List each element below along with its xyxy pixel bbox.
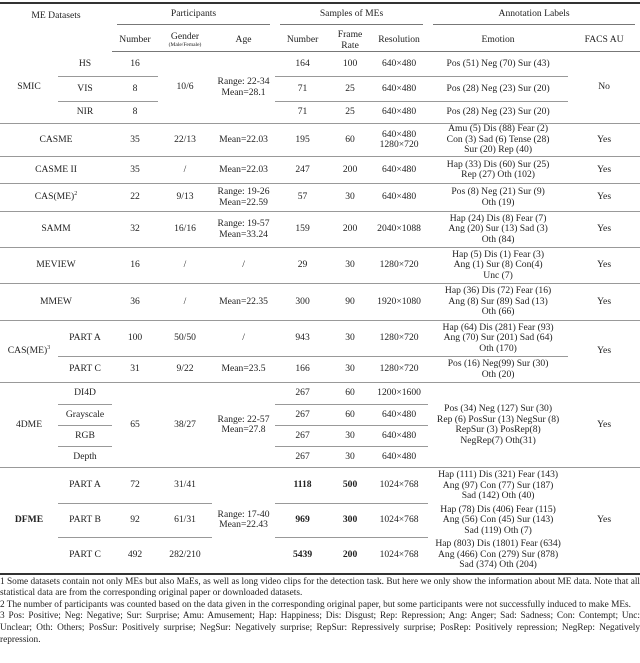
table-row: [0, 357, 640, 383]
dataset-name: DFME: [0, 468, 58, 573]
participants-number: 8: [112, 77, 158, 102]
frame-rate: 200: [330, 157, 370, 184]
samples-number: 57: [275, 184, 330, 212]
emotion: Pos (34) Neg (127) Sur (30) Rep (6) PosSur (13) NegSur (8) RepSur (3) PosRep(8) NegRep(7) Oth(31): [428, 383, 568, 468]
table-row: [0, 321, 640, 357]
frame-rate: 90: [330, 284, 370, 321]
participants-number: 35: [112, 157, 158, 184]
emotion: Pos (51) Neg (70) Sur (43): [446, 57, 550, 69]
samples-number: 166: [275, 357, 330, 383]
subset-name: PART A: [58, 468, 112, 504]
samples-number: 71: [275, 102, 330, 124]
header-samples: Samples of MEs: [275, 3, 428, 30]
gender: 9/22: [158, 357, 212, 383]
dataset-name: CAS(ME)$^3$: [0, 321, 58, 383]
subset-name: DI4D: [58, 383, 112, 405]
header-frame-rate: Frame Rate: [330, 30, 370, 52]
table-row: [0, 248, 640, 284]
dataset-name: CASME: [0, 124, 112, 157]
participants-number: 22: [112, 184, 158, 212]
samples-number: 267: [275, 447, 330, 468]
samples-number: 267: [275, 426, 330, 447]
facs-au: Yes: [568, 468, 640, 573]
table-footnotes: [0, 573, 640, 647]
dataset-name: CASME II: [0, 157, 112, 184]
header-gender: Gender (Male/Female): [158, 30, 212, 52]
resolution: 1024×768: [370, 538, 428, 573]
resolution: 1024×768: [370, 468, 428, 504]
table-row: [0, 157, 640, 184]
participants-number: 72: [112, 468, 158, 504]
table-row: [0, 52, 640, 77]
table-row: [0, 184, 640, 212]
footnote-1: 1 Some datasets contain not only MEs but also MaEs, as well as long video clips for the detection task. But here we only show the information about ME data. Note that all statistical data are from the corresponding original paper or downloaded datasets.: [0, 576, 640, 599]
emotion: Hap (33) Dis (60) Sur (25) Rep (27) Oth (102): [428, 157, 568, 184]
table-row: [0, 383, 640, 405]
gender: 282/210: [158, 538, 212, 573]
dataset-name: CAS(ME)$^2$: [0, 184, 112, 212]
header-row-1: [0, 3, 640, 30]
samples-number: 267: [275, 383, 330, 405]
frame-rate: 30: [330, 426, 370, 447]
samples-number: 159: [275, 212, 330, 248]
dataset-name: 4DME: [0, 383, 58, 468]
table-row: [0, 102, 640, 124]
gender: 61/31: [158, 504, 212, 538]
resolution: 640×480 1280×720: [370, 124, 428, 157]
table-row: [0, 124, 640, 157]
dataset-name: MEVIEW: [0, 248, 112, 284]
table-row: [0, 284, 640, 321]
frame-rate: 200: [330, 212, 370, 248]
header-annotation: Annotation Labels: [428, 3, 640, 30]
subset-name: RGB: [58, 426, 112, 447]
frame-rate: 30: [330, 321, 370, 357]
gender: 10/6: [176, 81, 194, 93]
subset-name: NIR: [58, 102, 112, 124]
frame-rate: 60: [330, 383, 370, 405]
samples-number: 195: [275, 124, 330, 157]
age: Range: 17-40 Mean=22.43: [212, 468, 275, 573]
samples-number: 247: [275, 157, 330, 184]
emotion: Hap (64) Dis (281) Fear (93) Ang (70) Sur (201) Sad (64) Oth (170): [428, 321, 568, 357]
footnote-2: 2 The number of participants was counted based on the data given in the corresponding original paper, but some participants were not successfully induced to make MEs.: [0, 599, 631, 610]
header-datasets: ME Datasets: [31, 10, 81, 21]
facs-au: Yes: [568, 321, 640, 383]
resolution: 2040×1088: [370, 212, 428, 248]
subset-name: HS: [78, 57, 92, 69]
samples-number: 267: [275, 405, 330, 426]
resolution: 1200×1600: [370, 383, 428, 405]
resolution: 1280×720: [370, 321, 428, 357]
participants-number: 16: [112, 248, 158, 284]
facs-au: Yes: [568, 248, 640, 284]
emotion: Pos (16) Neg(99) Sur (30) Oth (20): [428, 357, 568, 383]
frame-rate: 30: [330, 248, 370, 284]
age: /: [212, 248, 275, 284]
samples-number: 5439: [275, 538, 330, 573]
resolution: 640×480: [370, 447, 428, 468]
participants-number: 36: [112, 284, 158, 321]
samples-number: 71: [275, 77, 330, 102]
facs-au: No: [598, 81, 610, 93]
header-facs: FACS AU: [568, 30, 640, 52]
header-number: Number: [112, 30, 158, 52]
facs-au: Yes: [568, 157, 640, 184]
header-resolution: Resolution: [370, 30, 428, 52]
gender: /: [158, 157, 212, 184]
emotion: Pos (8) Neg (21) Sur (9) Oth (19): [428, 184, 568, 212]
frame-rate: 30: [330, 447, 370, 468]
gender: 22/13: [158, 124, 212, 157]
facs-au: Yes: [568, 383, 640, 468]
frame-rate: 25: [330, 102, 370, 124]
emotion: Amu (5) Dis (88) Fear (2) Con (3) Sad (6) Tense (28) Sur (20) Rep (40): [428, 124, 568, 157]
frame-rate: 100: [342, 57, 358, 69]
facs-au: Yes: [568, 284, 640, 321]
samples-number: 300: [275, 284, 330, 321]
participants-number: 16: [130, 57, 140, 69]
frame-rate: 60: [330, 124, 370, 157]
age: Mean=22.03: [212, 157, 275, 184]
table-row: [0, 212, 640, 248]
frame-rate: 25: [330, 77, 370, 102]
resolution: 640×480: [370, 157, 428, 184]
resolution: 640×480: [381, 57, 417, 69]
participants-number: 92: [112, 504, 158, 538]
samples-number: 1118: [275, 468, 330, 504]
subset-name: VIS: [58, 77, 112, 102]
age: Mean=22.03: [212, 124, 275, 157]
table-row: [0, 77, 640, 102]
frame-rate: 60: [330, 405, 370, 426]
age: /: [212, 321, 275, 357]
me-datasets-table: [0, 2, 640, 573]
participants-number: 31: [112, 357, 158, 383]
emotion: Hap (111) Dis (321) Fear (143) Ang (97) Con (77) Sur (187) Sad (142) Oth (40): [428, 468, 568, 504]
emotion: Pos (28) Neg (23) Sur (20): [428, 77, 568, 102]
emotion: Hap (5) Dis (1) Fear (3) Ang (1) Sur (8) Con(4) Unc (7): [428, 248, 568, 284]
table-row: [0, 538, 640, 573]
subset-name: Depth: [58, 447, 112, 468]
emotion: Hap (803) Dis (1801) Fear (634) Ang (466) Con (279) Sur (878) Sad (374) Oth (204): [435, 538, 561, 571]
dataset-name: MMEW: [0, 284, 112, 321]
frame-rate: 30: [330, 357, 370, 383]
participants-number: 32: [112, 212, 158, 248]
participants-number: 8: [112, 102, 158, 124]
resolution: 1920×1080: [370, 284, 428, 321]
gender: 31/41: [158, 468, 212, 504]
age: Range: 22-57 Mean=27.8: [212, 383, 275, 468]
frame-rate: 30: [330, 184, 370, 212]
resolution: 1280×720: [370, 357, 428, 383]
table-row: [0, 468, 640, 504]
resolution: 640×480: [370, 426, 428, 447]
header-participants: Participants: [112, 3, 275, 30]
header-emotion: Emotion: [428, 30, 568, 52]
participants-number: 35: [112, 124, 158, 157]
facs-au: Yes: [568, 184, 640, 212]
header-samples-number: Number: [275, 30, 330, 52]
dataset-name: SMIC: [17, 81, 41, 93]
facs-au: Yes: [568, 212, 640, 248]
participants-number: 100: [112, 321, 158, 357]
subset-name: PART A: [58, 321, 112, 357]
gender: 50/50: [158, 321, 212, 357]
emotion: Hap (24) Dis (8) Fear (7) Ang (20) Sur (13) Sad (3) Oth (84): [428, 212, 568, 248]
frame-rate: 500: [330, 468, 370, 504]
frame-rate: 300: [330, 504, 370, 538]
resolution: 1280×720: [370, 248, 428, 284]
age: Range: 22-34 Mean=28.1: [217, 76, 270, 98]
subset-name: PART B: [58, 504, 112, 538]
age: Mean=23.5: [212, 357, 275, 383]
samples-number: 943: [275, 321, 330, 357]
subset-name: Grayscale: [58, 405, 112, 426]
frame-rate: 200: [330, 538, 370, 573]
table-row: [0, 504, 640, 538]
age: Range: 19-57 Mean=33.24: [212, 212, 275, 248]
subset-name: PART C: [58, 357, 112, 383]
dataset-name: SAMM: [0, 212, 112, 248]
gender: 9/13: [158, 184, 212, 212]
facs-au: Yes: [568, 124, 640, 157]
emotion: Hap (36) Dis (72) Fear (16) Ang (8) Sur (89) Sad (13) Oth (66): [428, 284, 568, 321]
age: Mean=22.35: [212, 284, 275, 321]
participants-number: 65: [112, 383, 158, 468]
samples-number: 969: [275, 504, 330, 538]
samples-number: 164: [295, 57, 310, 69]
emotion: Pos (28) Neg (23) Sur (20): [428, 102, 568, 124]
resolution: 640×480: [370, 405, 428, 426]
gender: 38/27: [158, 383, 212, 468]
resolution: 1024×768: [370, 504, 428, 538]
emotion: Hap (78) Dis (406) Fear (115) Ang (56) Con (45) Sur (143) Sad (119) Oth (7): [440, 503, 556, 536]
resolution: 640×480: [370, 77, 428, 102]
footnote-3: 3 Pos: Positive; Neg: Negative; Sur: Surprise; Amu: Amusement; Hap: Happiness; Dis: Disgust; Rep: Repression; Ang: Anger; Sad: Sadness; Con: Contempt; Unc: Unclear; Oth: Others; PosSur: Positively surprise; NegSur: Negatively surprise; RepSur: Repressively surprise; PosRep: Positively repression; NegRep: Negatively repression.: [0, 611, 640, 645]
header-age: Age: [212, 30, 275, 52]
gender: 16/16: [158, 212, 212, 248]
samples-number: 29: [275, 248, 330, 284]
age: Range: 19-26 Mean=22.59: [212, 184, 275, 212]
gender: /: [158, 248, 212, 284]
resolution: 640×480: [370, 102, 428, 124]
gender: /: [158, 284, 212, 321]
resolution: 640×480: [370, 184, 428, 212]
subset-name: PART C: [58, 538, 112, 573]
participants-number: 492: [112, 538, 158, 573]
